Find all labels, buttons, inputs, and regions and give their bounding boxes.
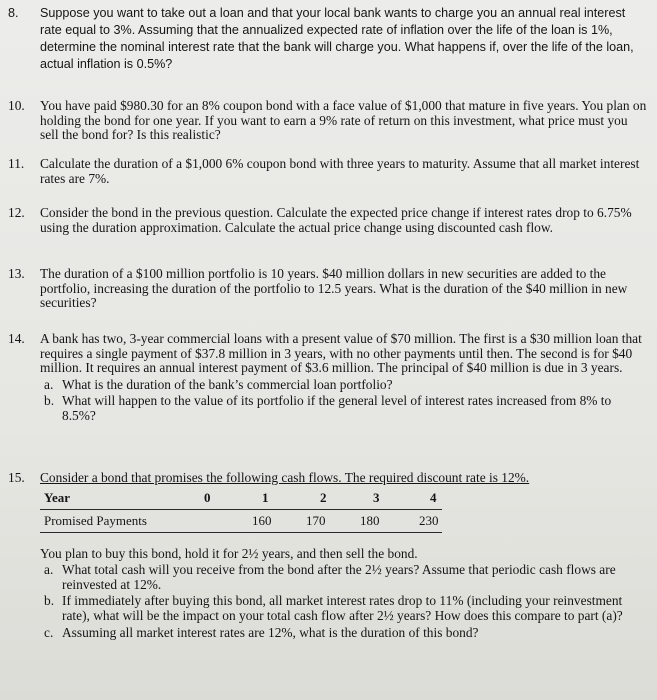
year-cell: 1 <box>262 489 269 505</box>
payment-cell: 160 <box>252 512 272 528</box>
question-11 <box>8 157 648 186</box>
part-label: a. <box>44 562 54 578</box>
part-label: b. <box>44 393 55 409</box>
year-cell: 4 <box>430 489 437 505</box>
payments-label: Promised Payments <box>44 512 147 528</box>
question-number: 13. <box>8 266 25 281</box>
part-text: If immediately after buying this bond, all market interest rates drop to 11% (including your reinvestment rate), what will be the impact on your total cash flow after 2½ years? How does this compare to part (a)? <box>62 593 623 623</box>
table-header-row <box>40 487 442 510</box>
part-text: What total cash will you receive from the bond after the 2½ years? Assume that periodic cash flows are reinvested at 12%. <box>62 562 616 592</box>
question-text: You have paid $980.30 for an 8% coupon bond with a face value of $1,000 that mature in five years. You plan on holding the bond for one year. If you want to earn a 9% rate of return on this investment, what price must you sell the bond for? Is this realistic? <box>40 98 647 143</box>
question-number: 12. <box>8 205 25 220</box>
part-label: b. <box>44 593 55 609</box>
followup-text: You plan to buy this bond, hold it for 2½ years, and then sell the bond. <box>40 545 418 561</box>
question-number: 14. <box>8 331 25 346</box>
question-number: 11. <box>8 156 25 171</box>
part-text: What is the duration of the bank’s commercial loan portfolio? <box>62 376 393 392</box>
part-text: What will happen to the value of its portfolio if the general level of interest rates increased from 8% to 8.5%? <box>62 393 612 423</box>
question-text: Consider a bond that promises the following cash flows. The required discount rate is 12%. <box>40 470 530 485</box>
question-15 <box>8 471 648 640</box>
question-part-b <box>40 594 648 623</box>
question-12 <box>8 206 648 235</box>
question-part-a <box>40 378 648 393</box>
year-cell: 2 <box>320 489 327 505</box>
part-text: Assuming all market interest rates are 12%, what is the duration of this bond? <box>62 624 479 640</box>
question-14 <box>8 332 648 424</box>
table-row <box>40 510 442 533</box>
question-part-b <box>40 394 648 423</box>
part-label: c. <box>44 624 54 640</box>
question-number: 15. <box>8 470 25 485</box>
part-label: a. <box>44 376 54 392</box>
payment-cell: 230 <box>419 512 439 528</box>
question-part-a <box>40 563 648 592</box>
payment-cell: 180 <box>360 512 380 528</box>
cash-flow-table <box>40 487 442 533</box>
payment-cell: 170 <box>306 512 326 528</box>
question-text: Consider the bond in the previous question. Calculate the expected price change if interest rates drop to 6.75% using the duration approximation. Calculate the actual price change using discounted cash flow. <box>40 205 632 235</box>
year-cell: 0 <box>204 489 211 505</box>
question-8 <box>8 5 648 73</box>
year-cell: 3 <box>373 489 380 505</box>
question-text: Calculate the duration of a $1,000 6% coupon bond with three years to maturity. Assume that all market interest rates are 7%. <box>40 156 640 186</box>
question-part-c <box>40 626 648 641</box>
question-number: 10. <box>8 98 25 113</box>
question-text: The duration of a $100 million portfolio is 10 years. $40 million dollars in new securities are added to the portfolio, increasing the duration of the portfolio to 12.5 years. What is the duration of the $40 million in new securities? <box>40 266 628 311</box>
question-text: A bank has two, 3-year commercial loans with a present value of $70 million. The first is a $30 million loan that requires a single payment of $37.8 million in 3 years, with no other payments until then. The second is for $40 million. It requires an annual interest payment of $3.6 million. The principal of $40 million is due in 3 years. <box>40 331 642 376</box>
question-number: 8. <box>8 6 19 20</box>
year-label: Year <box>44 489 70 505</box>
question-13 <box>8 267 648 311</box>
question-10 <box>8 99 648 143</box>
question-text: Suppose you want to take out a loan and that your local bank wants to charge you an annual real interest rate equal to 3%. Assuming that the annualized expected rate of inflation over the life of the loan is 1%, determine the nominal interest rate that the bank will charge you. What happens if, over the life of the loan, actual inflation is 0.5%? <box>40 6 634 71</box>
